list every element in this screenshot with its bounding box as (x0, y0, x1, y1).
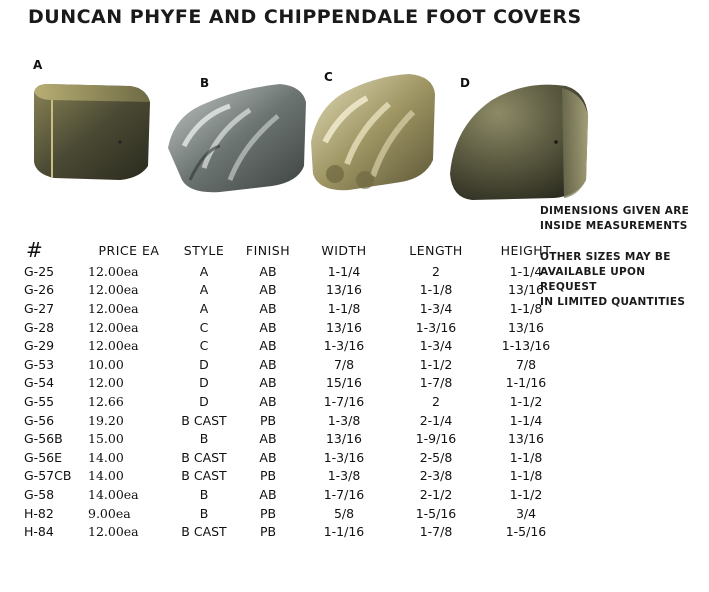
cell-width: 1-3/16 (323, 449, 365, 465)
cell-length: 2 (432, 393, 440, 409)
cell-length: 1-1/2 (419, 356, 453, 372)
cell-code: G-57CB (24, 468, 72, 484)
cell-length: 1-1/8 (419, 282, 453, 298)
cell-finish: PB (259, 412, 277, 428)
table-row (18, 318, 566, 337)
cell-price: 15.00 (88, 431, 124, 447)
cell-width: 5/8 (333, 505, 355, 521)
header-finish: FINISH (245, 242, 291, 258)
cell-length: 1-9/16 (415, 431, 457, 447)
cell-code: G-58 (24, 486, 55, 502)
rounded-foot-cover-icon (444, 76, 594, 206)
page-title: DUNCAN PHYFE AND CHIPPENDALE FOOT COVERS (28, 6, 582, 28)
cell-length: 1-3/4 (419, 300, 453, 316)
cell-height: 3/4 (515, 505, 537, 521)
cell-code: G-54 (24, 375, 55, 391)
cell-style: A (199, 263, 209, 279)
cell-price: 12.00ea (88, 524, 139, 540)
cell-height: 1-1/16 (505, 375, 547, 391)
cell-style: B CAST (181, 524, 227, 540)
cell-finish: PB (259, 524, 277, 540)
cell-length: 2-3/8 (419, 468, 453, 484)
table-row (18, 281, 566, 300)
cell-width: 13/16 (325, 431, 363, 447)
cell-width: 13/16 (325, 319, 363, 335)
cell-price: 14.00 (88, 449, 124, 465)
cell-height: 1-1/8 (509, 449, 543, 465)
photo-label-a: A (33, 58, 43, 72)
cell-code: G-26 (24, 282, 55, 298)
table-row (18, 467, 566, 486)
cell-price: 12.00ea (88, 282, 139, 298)
cell-width: 1-1/16 (323, 524, 365, 540)
header-width: WIDTH (321, 242, 367, 258)
cell-style: B CAST (181, 468, 227, 484)
table-row (18, 522, 566, 541)
table-row (18, 355, 566, 374)
cell-height: 1-1/4 (509, 263, 543, 279)
cell-style: D (199, 375, 209, 391)
cell-finish: PB (259, 505, 277, 521)
cell-finish: AB (259, 338, 277, 354)
cell-height: 7/8 (515, 356, 537, 372)
cell-finish: AB (259, 375, 277, 391)
cell-finish: AB (259, 449, 277, 465)
cell-finish: PB (259, 468, 277, 484)
cell-finish: AB (259, 431, 277, 447)
cell-code: G-25 (24, 263, 55, 279)
cell-width: 1-3/8 (327, 412, 361, 428)
cell-price: 9.00ea (88, 505, 131, 521)
photo-label-b: B (200, 76, 210, 90)
price-table (18, 238, 566, 541)
plain-box-foot-cover-icon (22, 70, 162, 190)
table-row (18, 262, 566, 281)
cell-height: 1-1/2 (509, 393, 543, 409)
cell-code: H-82 (24, 505, 54, 521)
cell-length: 1-3/16 (415, 319, 457, 335)
cell-height: 1-1/8 (509, 300, 543, 316)
cell-style: B (199, 431, 209, 447)
table-row (18, 392, 566, 411)
cell-code: G-27 (24, 300, 55, 316)
cell-code: G-56 (24, 412, 55, 428)
table-header-row (18, 238, 566, 262)
cell-length: 2 (432, 263, 440, 279)
table-row (18, 429, 566, 448)
claw-foot-cover-gray-icon (160, 76, 310, 196)
cell-style: B CAST (181, 449, 227, 465)
header-price: PRICE EA (98, 242, 160, 258)
cell-finish: AB (259, 486, 277, 502)
cell-code: G-56E (24, 449, 63, 465)
cell-length: 1-5/16 (415, 505, 457, 521)
cell-code: H-84 (24, 524, 54, 540)
header-length: LENGTH (409, 242, 463, 258)
cell-length: 1-3/4 (419, 338, 453, 354)
cell-finish: AB (259, 263, 277, 279)
cell-price: 12.00ea (88, 300, 139, 316)
cell-price: 12.00ea (88, 263, 139, 279)
cell-code: G-28 (24, 319, 55, 335)
note-other-sizes: OTHER SIZES MAY BE AVAILABLE UPON REQUEST IN LIMITED QUANTITIES (540, 251, 686, 308)
cell-width: 7/8 (333, 356, 355, 372)
cell-height: 1-5/16 (505, 524, 547, 540)
cell-width: 1-3/16 (323, 338, 365, 354)
cell-width: 1-7/16 (323, 486, 365, 502)
cell-finish: AB (259, 282, 277, 298)
cell-style: B (199, 486, 209, 502)
cell-height: 1-13/16 (501, 338, 551, 354)
header-style: STYLE (183, 242, 225, 258)
table-row (18, 374, 566, 393)
cell-style: A (199, 282, 209, 298)
cell-price: 12.00ea (88, 338, 139, 354)
cell-finish: AB (259, 319, 277, 335)
cell-style: C (199, 338, 209, 354)
table-row (18, 299, 566, 318)
cell-style: B (199, 505, 209, 521)
cell-style: C (199, 319, 209, 335)
photo-label-d: D (460, 76, 470, 90)
cell-price: 19.20 (88, 412, 124, 428)
cell-length: 1-7/8 (419, 524, 453, 540)
cell-length: 2-1/2 (419, 486, 453, 502)
cell-height: 13/16 (507, 319, 545, 335)
cell-width: 1-7/16 (323, 393, 365, 409)
cell-price: 12.00ea (88, 319, 139, 335)
cell-height: 1-1/2 (509, 486, 543, 502)
cell-finish: AB (259, 356, 277, 372)
cell-width: 15/16 (325, 375, 363, 391)
cell-width: 1-1/4 (327, 263, 361, 279)
cell-height: 13/16 (507, 282, 545, 298)
cell-price: 14.00ea (88, 486, 139, 502)
cell-length: 2-1/4 (419, 412, 453, 428)
cell-length: 2-5/8 (419, 449, 453, 465)
cell-length: 1-7/8 (419, 375, 453, 391)
cell-width: 13/16 (325, 282, 363, 298)
cell-price: 12.66 (88, 393, 124, 409)
cell-width: 1-1/8 (327, 300, 361, 316)
cell-style: D (199, 393, 209, 409)
cell-finish: AB (259, 393, 277, 409)
table-row (18, 504, 566, 523)
table-row (18, 411, 566, 430)
table-row (18, 485, 566, 504)
table-row (18, 336, 566, 355)
cell-width: 1-3/8 (327, 468, 361, 484)
note-dimensions: DIMENSIONS GIVEN ARE INSIDE MEASUREMENTS (540, 205, 690, 232)
cell-price: 10.00 (88, 356, 124, 372)
claw-foot-cover-brass-icon (305, 68, 440, 198)
cell-code: G-53 (24, 356, 55, 372)
cell-code: G-56B (24, 431, 63, 447)
cell-finish: AB (259, 300, 277, 316)
cell-code: G-55 (24, 393, 55, 409)
photo-label-c: C (324, 70, 333, 84)
table-row (18, 448, 566, 467)
cell-height: 1-1/4 (509, 412, 543, 428)
cell-style: B CAST (181, 412, 227, 428)
cell-style: A (199, 300, 209, 316)
cell-price: 14.00 (88, 468, 124, 484)
cell-price: 12.00 (88, 375, 124, 391)
header-height: HEIGHT (500, 242, 552, 258)
cell-style: D (199, 356, 209, 372)
cell-height: 13/16 (507, 431, 545, 447)
cell-code: G-29 (24, 338, 55, 354)
header-code: # (26, 238, 44, 262)
cell-height: 1-1/8 (509, 468, 543, 484)
